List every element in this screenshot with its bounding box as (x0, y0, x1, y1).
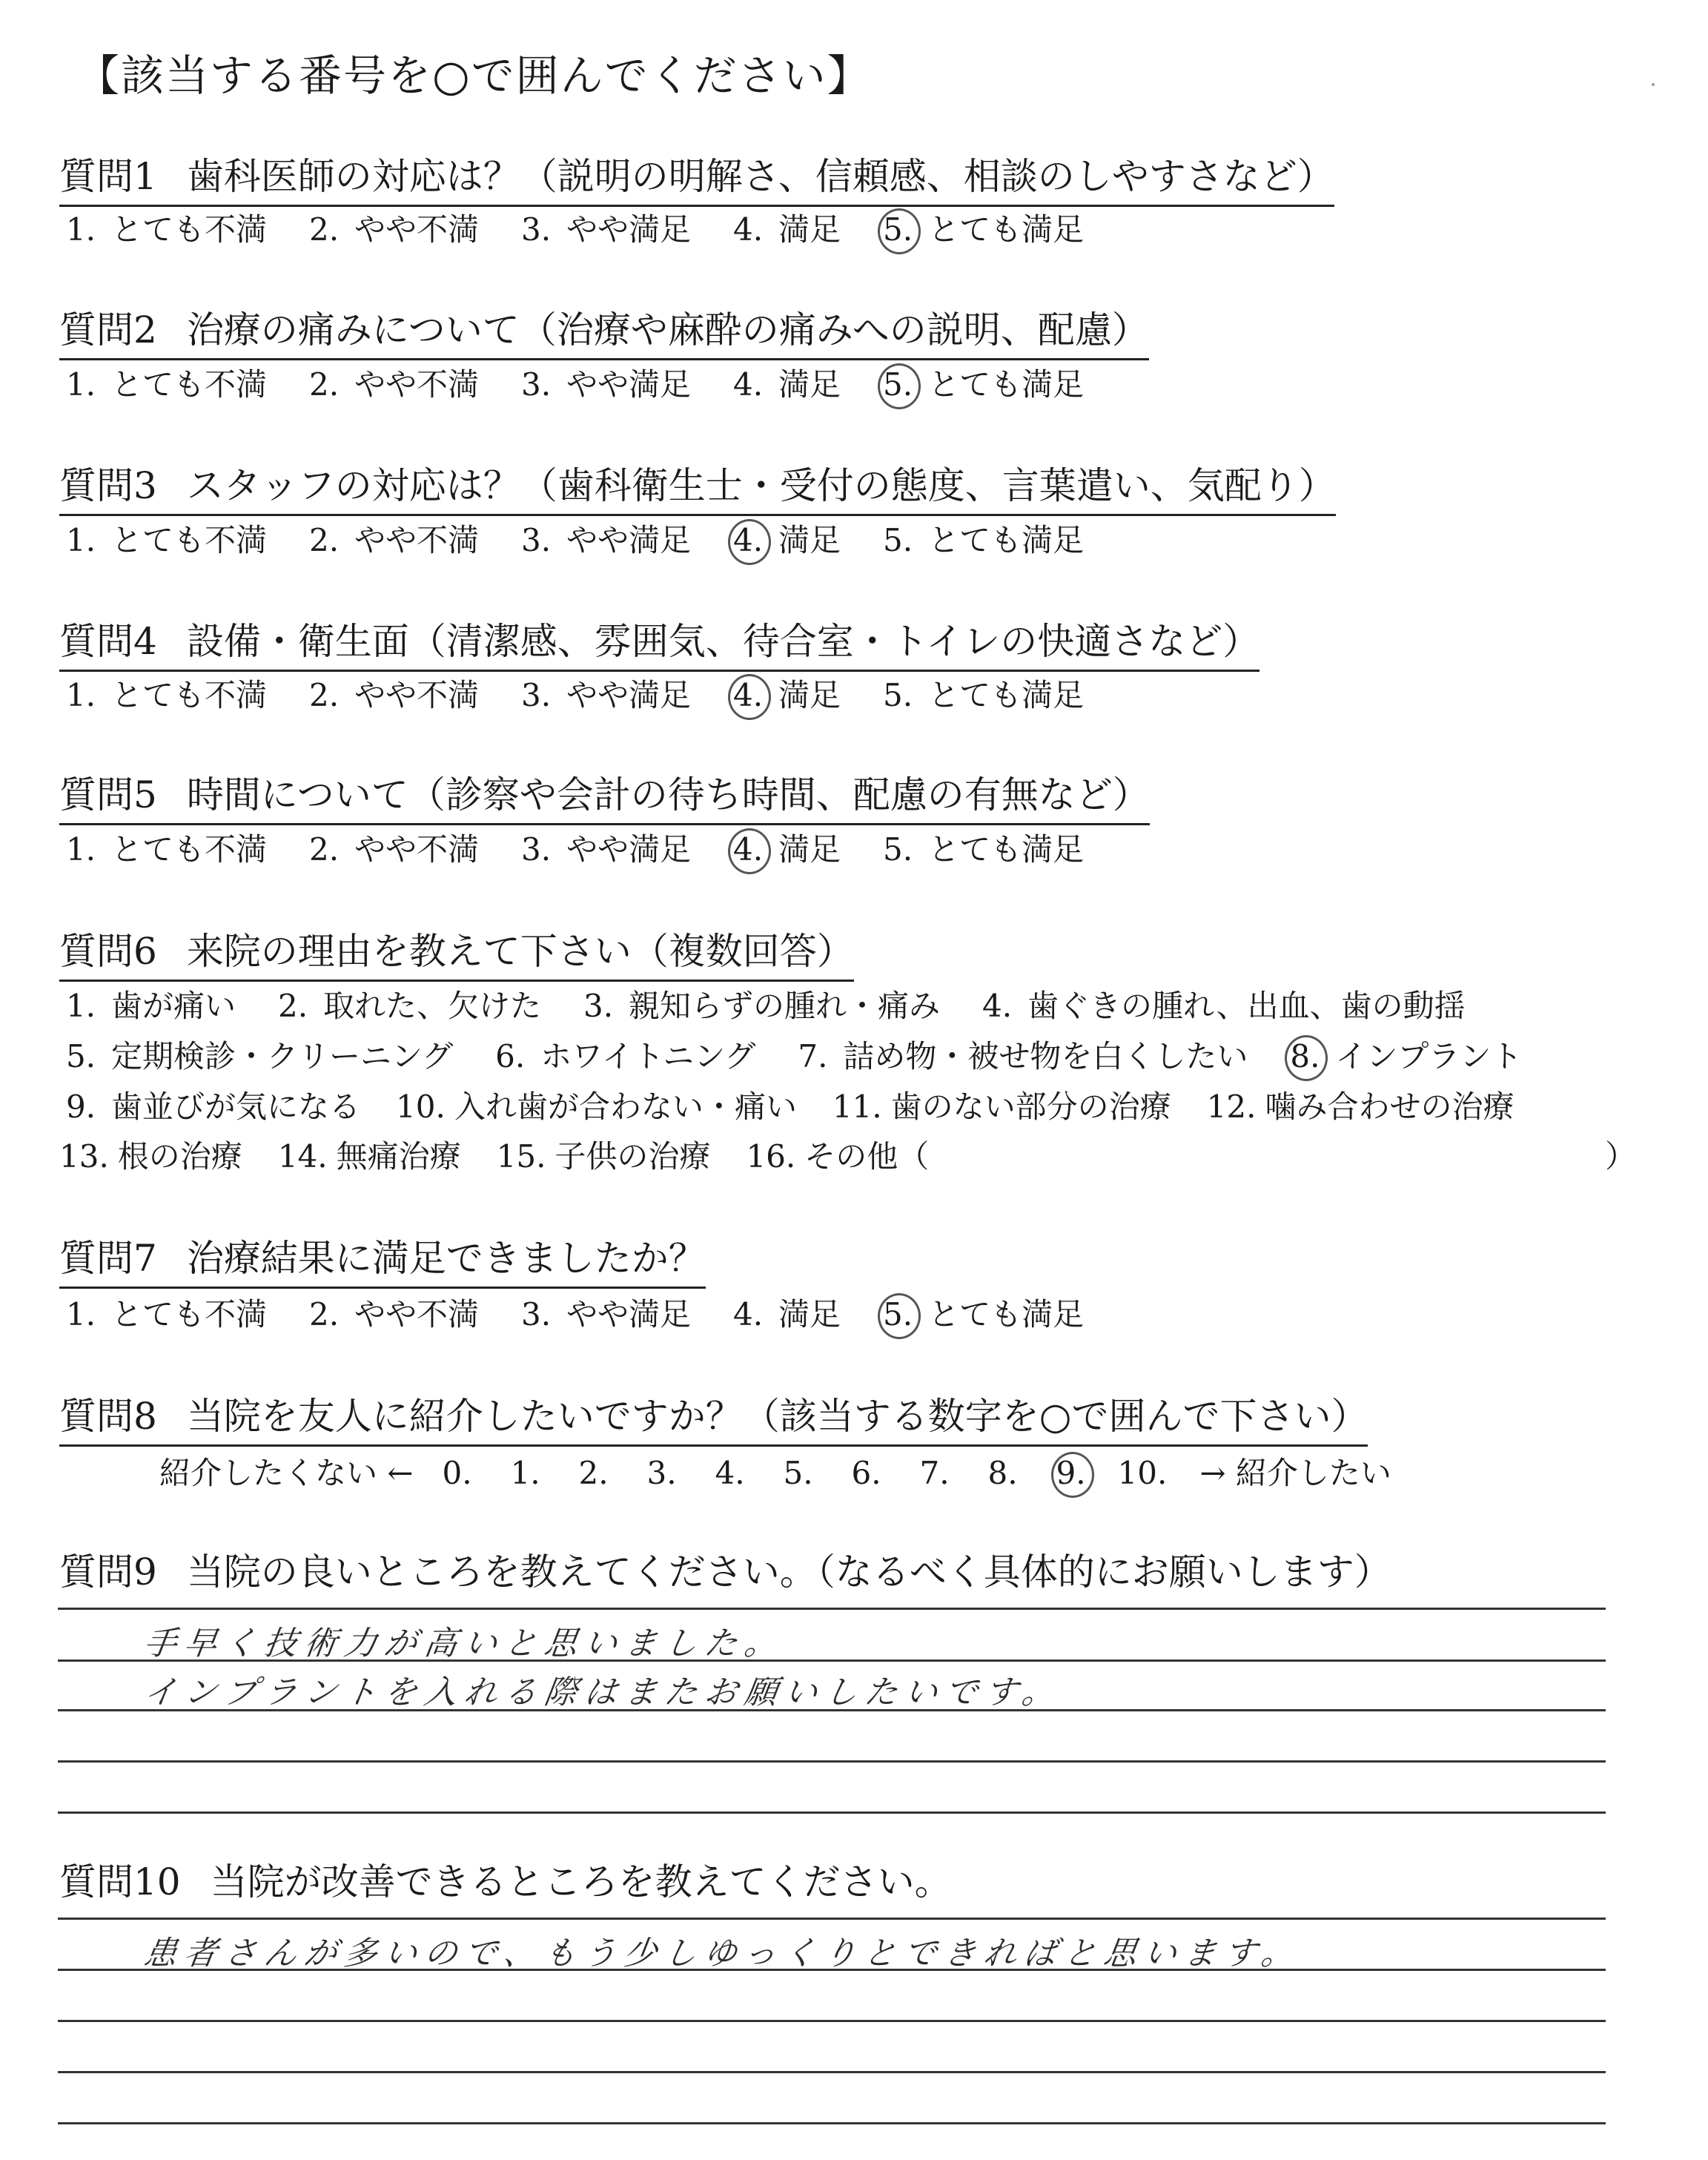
scale-number: 10. (1117, 1455, 1168, 1491)
option-number: 3. (520, 831, 552, 868)
option (302, 671, 479, 716)
option-number: 1. (65, 366, 96, 403)
scale-number: 4. (715, 1455, 745, 1491)
option-number: 1. (65, 211, 96, 248)
handwritten-answer-line-2: インプラントを入れる際はまたお願いしたいです。 (141, 1674, 1065, 1711)
option-label: とても満足 (928, 831, 1085, 868)
answer-line (58, 1918, 1606, 1920)
option-number: 4. (733, 211, 764, 248)
option (746, 1132, 929, 1177)
option (278, 1132, 461, 1177)
option (59, 825, 267, 870)
option-number: 3. (520, 677, 552, 713)
question-number: 質問3 (59, 464, 157, 507)
option-selected (726, 825, 841, 870)
option-number: 1. (65, 677, 96, 713)
question-8-heading (59, 1387, 1368, 1447)
option-number: 5. (65, 1038, 96, 1074)
option-number: 2. (308, 211, 340, 248)
option-label: 入れ歯が合わない・痛い (454, 1089, 797, 1125)
option (59, 205, 267, 250)
question-text: 当院の良いところを教えてください。（なるべく具体的にお願いします） (186, 1550, 1391, 1593)
question-text: 当院が改善できるところを教えてください。 (210, 1860, 952, 1903)
option-label: やや不満 (354, 366, 480, 403)
question-text: 歯科医師の対応は？（説明の明解さ、信頼感、相談のしやすさなど） (186, 155, 1334, 198)
option-number: 2. (308, 831, 340, 868)
option-number: 4. (726, 522, 769, 558)
option-number: 3. (520, 366, 552, 403)
scale-value (640, 1455, 683, 1491)
option-number: 4. (726, 831, 769, 868)
option-number: 1. (65, 831, 96, 868)
option (577, 982, 940, 1026)
question-number: 質問6 (59, 930, 157, 973)
question-text: 当院を友人に紹介したいですか？（該当する数字を○で囲んで下さい） (186, 1395, 1368, 1438)
option-label: ホワイトニング (540, 1038, 756, 1074)
option (489, 1032, 755, 1077)
scale-number: 9. (1050, 1455, 1093, 1491)
question-text: 時間について（診察や会計の待ち時間、配慮の有無など） (186, 773, 1150, 816)
option-number: 5. (876, 211, 919, 248)
question-6-row-4 (59, 1132, 964, 1177)
option-selected (876, 205, 1084, 250)
option (514, 205, 691, 250)
option-label: とても満足 (928, 1296, 1085, 1332)
answer-line (58, 1760, 1606, 1763)
scale-number: 1. (510, 1455, 540, 1491)
scale-value-selected (1050, 1455, 1093, 1491)
option-label: とても不満 (111, 677, 268, 713)
option (302, 205, 479, 250)
option (59, 1032, 453, 1077)
option-label: とても不満 (111, 1296, 268, 1332)
other-close-paren: ） (1605, 1138, 1637, 1175)
option-label: 満足 (778, 831, 841, 868)
scale-value (436, 1455, 479, 1491)
scale-value (845, 1455, 888, 1491)
option-number: 7. (798, 1038, 828, 1074)
answer-line (58, 2122, 1606, 2124)
option (514, 360, 691, 405)
option-number: 5. (883, 677, 913, 713)
option-label: 満足 (778, 211, 841, 248)
option-selected (876, 1290, 1084, 1335)
option (59, 671, 267, 716)
question-number: 質問4 (59, 620, 157, 663)
option-label: 歯が痛い (111, 988, 236, 1024)
option-label: 歯並びが気になる (111, 1089, 361, 1125)
option-label: 詰め物・被せ物を白くしたい (843, 1038, 1248, 1074)
question-9-heading (59, 1542, 1391, 1600)
option-number: 14. (277, 1138, 328, 1175)
option-label: 満足 (778, 366, 841, 403)
question-4-options (59, 671, 1119, 716)
option-number: 4. (726, 677, 769, 713)
question-3-options (59, 516, 1119, 561)
option-label: やや不満 (354, 1296, 480, 1332)
question-7-options (59, 1290, 1119, 1335)
option-label: とても不満 (111, 211, 268, 248)
option (302, 360, 479, 405)
option (876, 825, 1084, 870)
option-label: 噛み合わせの治療 (1265, 1089, 1515, 1125)
option-number: 1. (65, 522, 96, 558)
question-1-heading (59, 147, 1334, 207)
option-number: 11. (832, 1089, 882, 1125)
option-label: 満足 (778, 522, 841, 558)
answer-line (58, 2020, 1606, 2022)
option-number: 15. (496, 1138, 546, 1175)
answer-line (58, 2071, 1606, 2073)
question-text: スタッフの対応は？（歯科衛生士・受付の態度、言葉遣い、気配り） (186, 464, 1336, 507)
option-label: やや満足 (566, 522, 692, 558)
option-number: 2. (308, 522, 340, 558)
option-label: とても満足 (928, 522, 1085, 558)
option (1207, 1083, 1515, 1127)
scale-value (709, 1455, 752, 1491)
question-6-row-3 (59, 1083, 1549, 1127)
question-text: 設備・衛生面（清潔感、雰囲気、待合室・トイレの快適さなど） (186, 620, 1260, 663)
scan-speck (1652, 83, 1655, 86)
option-selected (876, 360, 1084, 405)
option-label: とても不満 (111, 522, 268, 558)
scale-value (982, 1455, 1025, 1491)
option-number: 13. (59, 1138, 109, 1175)
option-label: 歯のない部分の治療 (890, 1089, 1171, 1125)
option (876, 516, 1084, 561)
page-title: 【該当する番号を○で囲んでください】 (76, 50, 872, 101)
option (59, 982, 236, 1026)
option-label: 子供の治療 (555, 1138, 711, 1175)
question-number: 質問10 (59, 1860, 181, 1903)
option-number: 2. (277, 988, 308, 1024)
option-label: 取れた、欠けた (323, 988, 542, 1024)
scale-value (1118, 1455, 1168, 1491)
scale-number: 6. (851, 1455, 881, 1491)
option-number: 4. (982, 988, 1013, 1024)
option (514, 671, 691, 716)
option-label: とても不満 (111, 831, 268, 868)
scale-number: 0. (442, 1455, 472, 1491)
scale-values (436, 1455, 1193, 1491)
option-number: 16. (746, 1138, 796, 1175)
question-number: 質問7 (59, 1237, 157, 1280)
option (59, 360, 267, 405)
option (59, 1132, 242, 1177)
question-number: 質問5 (59, 773, 157, 816)
question-7-heading (59, 1229, 706, 1289)
option-number: 3. (520, 1296, 552, 1332)
question-number: 質問1 (59, 155, 157, 198)
option-number: 2. (308, 366, 340, 403)
scale-number: 2. (578, 1455, 609, 1491)
option-label: とても満足 (928, 211, 1085, 248)
option-label: とても満足 (928, 677, 1085, 713)
option-number: 1. (65, 1296, 96, 1332)
question-text: 治療の痛みについて（治療や麻酔の痛みへの説明、配慮） (186, 308, 1149, 351)
scale-right-label: → 紹介したい (1199, 1455, 1391, 1491)
option-label: やや不満 (354, 211, 480, 248)
scale-left-label: 紹介したくない ← (159, 1455, 414, 1491)
answer-line (58, 1608, 1606, 1610)
option-number: 5. (883, 831, 913, 868)
scale-number: 3. (646, 1455, 677, 1491)
option-selected (726, 516, 841, 561)
option (59, 1290, 267, 1335)
option (514, 1290, 691, 1335)
option (726, 360, 841, 405)
question-number: 質問2 (59, 308, 157, 351)
question-2-heading (59, 300, 1149, 360)
option-label: やや不満 (354, 831, 480, 868)
option-number: 6. (495, 1038, 526, 1074)
option-label: 親知らずの腫れ・痛み (629, 988, 941, 1024)
question-5-options (59, 825, 1119, 870)
option-label: やや満足 (566, 366, 692, 403)
question-text: 治療結果に満足できましたか？ (186, 1237, 706, 1280)
option-label: 満足 (778, 1296, 841, 1332)
option-label: 無痛治療 (336, 1138, 461, 1175)
option-number: 2. (308, 1296, 340, 1332)
option-number: 4. (733, 1296, 764, 1332)
answer-line (58, 1811, 1606, 1814)
option (514, 516, 691, 561)
question-1-options (59, 205, 1119, 250)
question-4-heading (59, 612, 1260, 672)
scale-number: 5. (783, 1455, 813, 1491)
scale-number: 7. (919, 1455, 950, 1491)
option (833, 1083, 1171, 1127)
option (59, 516, 267, 561)
option-label: やや不満 (354, 677, 480, 713)
option-label: やや満足 (566, 831, 692, 868)
option-number: 1. (65, 988, 96, 1024)
option-number: 3. (583, 988, 614, 1024)
option-number: 9. (65, 1089, 96, 1125)
question-text: 来院の理由を教えて下さい（複数回答） (186, 930, 854, 973)
option (396, 1083, 797, 1127)
scale-value (777, 1455, 820, 1491)
handwritten-answer-line-1: 患者さんが多いので、もう少しゆっくりとできればと思います。 (141, 1935, 1305, 1972)
option-label: やや不満 (354, 522, 480, 558)
question-10-heading (59, 1852, 952, 1910)
option (497, 1132, 711, 1177)
option-number: 4. (733, 366, 764, 403)
option-label: やや満足 (566, 211, 692, 248)
option-label: 根の治療 (117, 1138, 242, 1175)
option-label: 歯ぐきの腫れ、出血、歯の動揺 (1027, 988, 1466, 1024)
scale-value (504, 1455, 547, 1491)
option-number: 12. (1206, 1089, 1257, 1125)
question-2-options (59, 360, 1119, 405)
question-8-scale (159, 1449, 1391, 1493)
option-label: その他（ (804, 1138, 930, 1175)
question-6-row-1 (59, 982, 1501, 1026)
option-number: 10. (396, 1089, 446, 1125)
option (302, 825, 479, 870)
option-label: 定期検診・クリーニング (111, 1038, 454, 1074)
option-number: 3. (520, 211, 552, 248)
option-number: 8. (1283, 1038, 1326, 1074)
option (876, 671, 1084, 716)
question-number: 質問9 (59, 1550, 157, 1593)
option-label: やや満足 (566, 677, 692, 713)
option (726, 1290, 841, 1335)
scale-value (572, 1455, 615, 1491)
question-3-heading (59, 456, 1336, 516)
question-6-row-2 (59, 1032, 1558, 1077)
question-number: 質問8 (59, 1395, 157, 1438)
option-selected (1283, 1032, 1522, 1077)
option-number: 2. (308, 677, 340, 713)
option (976, 982, 1466, 1026)
option-number: 5. (876, 366, 919, 403)
option-number: 5. (883, 522, 913, 558)
scale-number: 8. (987, 1455, 1018, 1491)
option (302, 516, 479, 561)
handwritten-answer-line-1: 手早く技術力が高いと思いました。 (141, 1625, 787, 1662)
scale-value (913, 1455, 956, 1491)
option (59, 1083, 360, 1127)
question-6-heading (59, 922, 854, 982)
option (271, 982, 541, 1026)
option-number: 5. (876, 1296, 919, 1332)
option-label: やや満足 (566, 1296, 692, 1332)
option-label: インプラント (1335, 1038, 1523, 1074)
question-5-heading (59, 765, 1150, 825)
option (514, 825, 691, 870)
option (726, 205, 841, 250)
option (791, 1032, 1248, 1077)
option (302, 1290, 479, 1335)
option-selected (726, 671, 841, 716)
option-label: とても不満 (111, 366, 268, 403)
option-number: 3. (520, 522, 552, 558)
option-label: とても満足 (928, 366, 1085, 403)
option-label: 満足 (778, 677, 841, 713)
